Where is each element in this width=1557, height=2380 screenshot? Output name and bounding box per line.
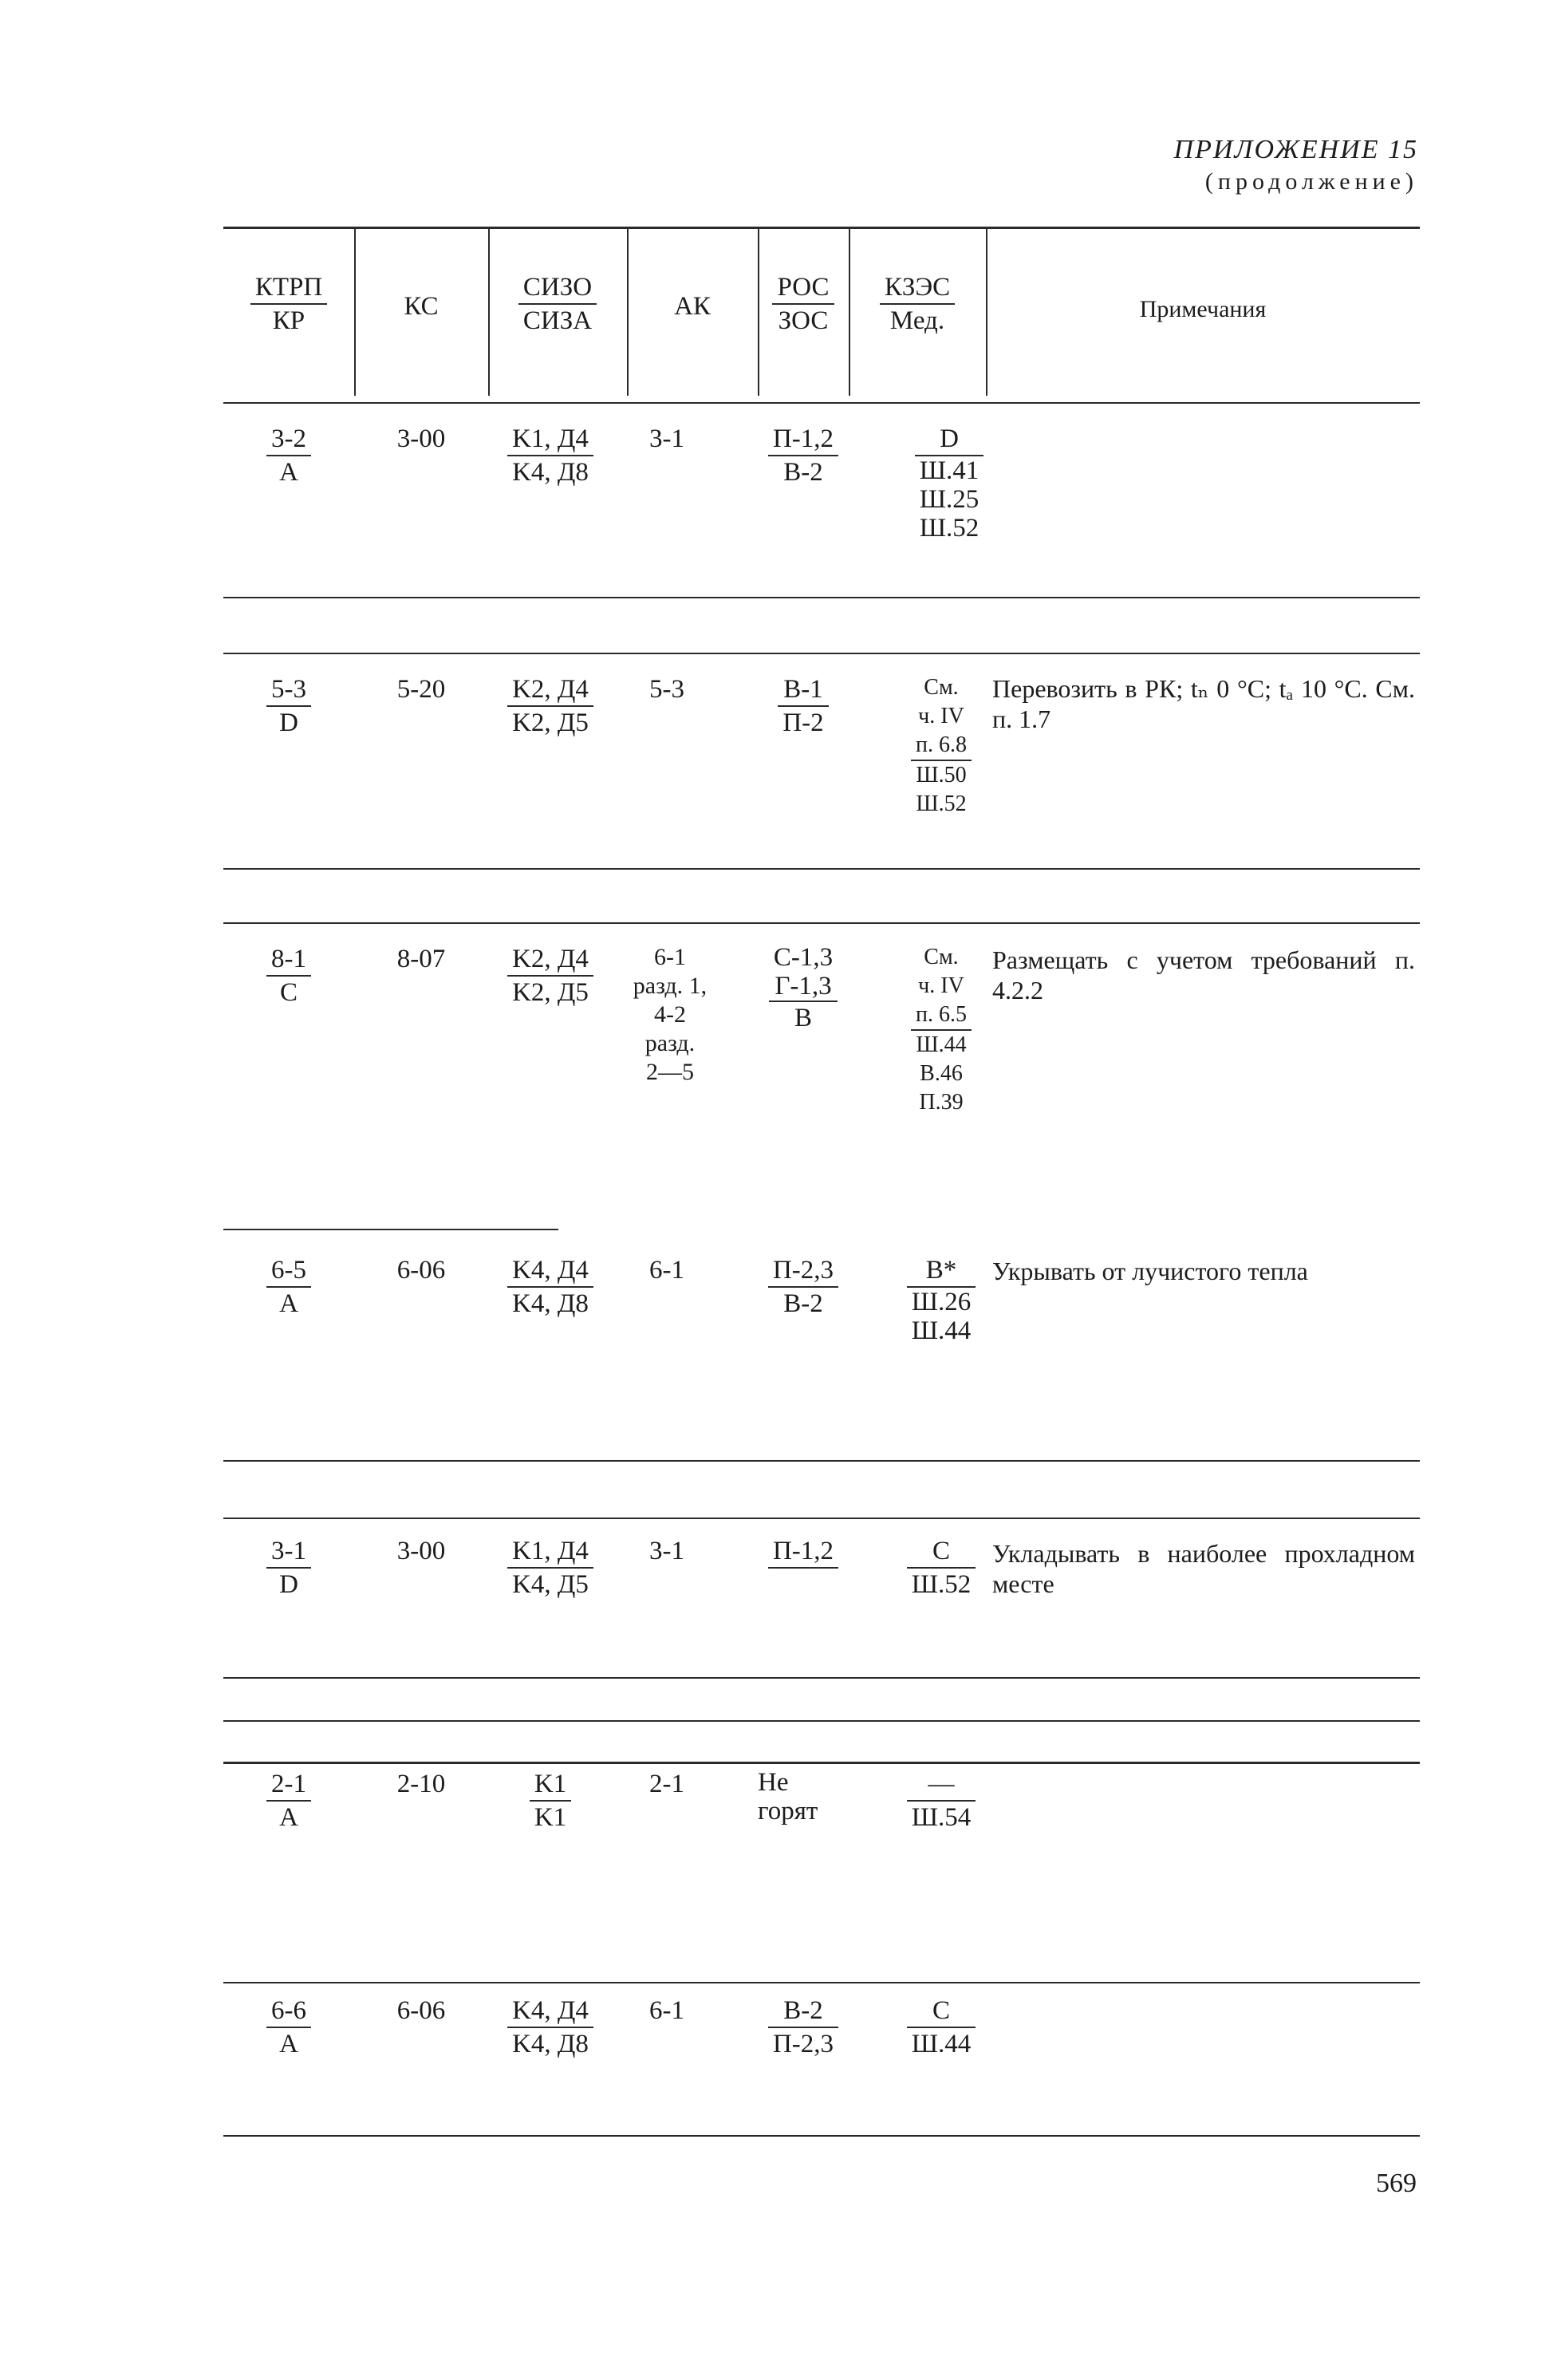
row-rule xyxy=(223,1762,1420,1764)
cell-ktrp: $\frac{8-1}{C}$ xyxy=(223,943,354,1008)
cell-ktrp: $\frac{3-2}{A}$ xyxy=(223,423,354,488)
page-number: 569 xyxy=(1376,2169,1417,2198)
row-rule xyxy=(223,597,1420,598)
cell-ks: 6-06 xyxy=(396,1256,446,1285)
cell-ks: 3-00 xyxy=(396,1537,446,1565)
cell-kzes: — Ш.54 xyxy=(893,1768,989,1833)
cell-note: Укладывать в наиболее прохладном месте xyxy=(992,1539,1415,1598)
cell-kzes: C Ш.52 xyxy=(893,1535,989,1600)
cell-kzes: См. ч. IV п. 6.8 Ш.50 Ш.52 xyxy=(893,673,989,820)
header-subtitle: (продолжение) xyxy=(1204,168,1418,195)
cell-note: Укрывать от лучистого тепла xyxy=(992,1257,1308,1285)
cell-sizo: K4, Д4 K4, Д8 xyxy=(471,1254,630,1320)
cell-ks: 6-06 xyxy=(396,1996,446,2025)
cell-ktrp: $\frac{6-6}{A}$ xyxy=(223,1995,354,2060)
row-rule xyxy=(223,1982,1420,1983)
header-ktrp: КТРП КР xyxy=(223,271,354,337)
cell-ros: В-1 П-2 xyxy=(758,673,849,739)
cell-ak: 6-1 разд. 1, 4-2 разд. 2—5 xyxy=(633,944,708,1085)
cell-sizo: K1, Д4 K4, Д8 xyxy=(471,423,630,488)
cell-ros: В-2 П-2,3 xyxy=(758,1995,849,2060)
row-rule xyxy=(223,868,1420,870)
header-ros: РОС ЗОС xyxy=(758,271,849,337)
cell-ks: 8-07 xyxy=(396,945,446,973)
cell-sizo: K4, Д4 K4, Д8 xyxy=(471,1995,630,2060)
cell-ak: 2-1 xyxy=(649,1770,684,1798)
cell-ktrp: $\frac{3-1}{D}$ xyxy=(223,1535,354,1600)
table-bottom-rule xyxy=(223,2135,1420,2137)
row-rule xyxy=(223,1677,1420,1679)
cell-sizo: K2, Д4 K2, Д5 xyxy=(471,943,630,1008)
cell-ktrp: $\frac{2-1}{A}$ xyxy=(223,1768,354,1833)
row-rule xyxy=(223,1518,1420,1519)
cell-sizo: K2, Д4 K2, Д5 xyxy=(471,673,630,739)
cell-ros: Не горят xyxy=(758,1768,818,1825)
row-rule xyxy=(223,1229,558,1230)
cell-ak: 6-1 xyxy=(649,1996,684,2025)
cell-ros: С-1,3 Г-1,3 B xyxy=(758,943,849,1034)
cell-kzes: В* Ш.26 Ш.44 xyxy=(893,1254,989,1347)
cell-kzes: C Ш.44 xyxy=(893,1995,989,2060)
cell-kzes: D Ш.41 Ш.25 Ш.52 xyxy=(893,423,1005,544)
header-ks: КС xyxy=(404,292,439,321)
cell-ros: П-2,3 В-2 xyxy=(758,1254,849,1320)
header-kzes: КЗЭС Мед. xyxy=(849,271,986,337)
cell-kzes: См. ч. IV п. 6.5 Ш.44 В.46 П.39 xyxy=(893,943,989,1119)
cell-ros: П-1,2 В-2 xyxy=(758,423,849,488)
cell-ros: П-1,2 xyxy=(758,1535,849,1569)
cell-note: Перевозить в РК; tₙ 0 °C; tₐ 10 °C. См. п. 1.7 xyxy=(992,674,1415,733)
row-rule xyxy=(223,922,1420,924)
row-rule xyxy=(223,1720,1420,1722)
cell-ak: 5-3 xyxy=(649,675,684,704)
cell-ktrp: $\frac{5-3}{D}$ xyxy=(223,673,354,739)
cell-sizo: K1, Д4 K4, Д5 xyxy=(471,1535,630,1600)
page-header xyxy=(1174,134,1418,198)
row-rule xyxy=(223,1460,1420,1462)
header-title: ПРИЛОЖЕНИЕ 15 xyxy=(1173,135,1418,164)
cell-ak: 6-1 xyxy=(649,1256,684,1285)
table-top-rule xyxy=(223,227,1420,229)
cell-note: Размещать с учетом требований п. 4.2.2 xyxy=(992,945,1415,1004)
row-rule xyxy=(223,653,1420,654)
cell-ks: 5-20 xyxy=(396,675,446,704)
header-sizo: СИЗО СИЗА xyxy=(488,271,627,337)
cell-ak: 3-1 xyxy=(649,1537,684,1565)
header-bottom-rule xyxy=(223,402,1420,404)
cell-ks: 2-10 xyxy=(396,1770,446,1798)
cell-ktrp: $\frac{6-5}{A}$ xyxy=(223,1254,354,1320)
cell-ak: 3-1 xyxy=(649,424,684,453)
header-ak: АК xyxy=(674,292,711,321)
cell-sizo: $\frac{K1}{K1}$ xyxy=(471,1768,630,1833)
cell-ks: 3-00 xyxy=(396,424,446,453)
header-notes: Примечания xyxy=(1139,296,1267,322)
